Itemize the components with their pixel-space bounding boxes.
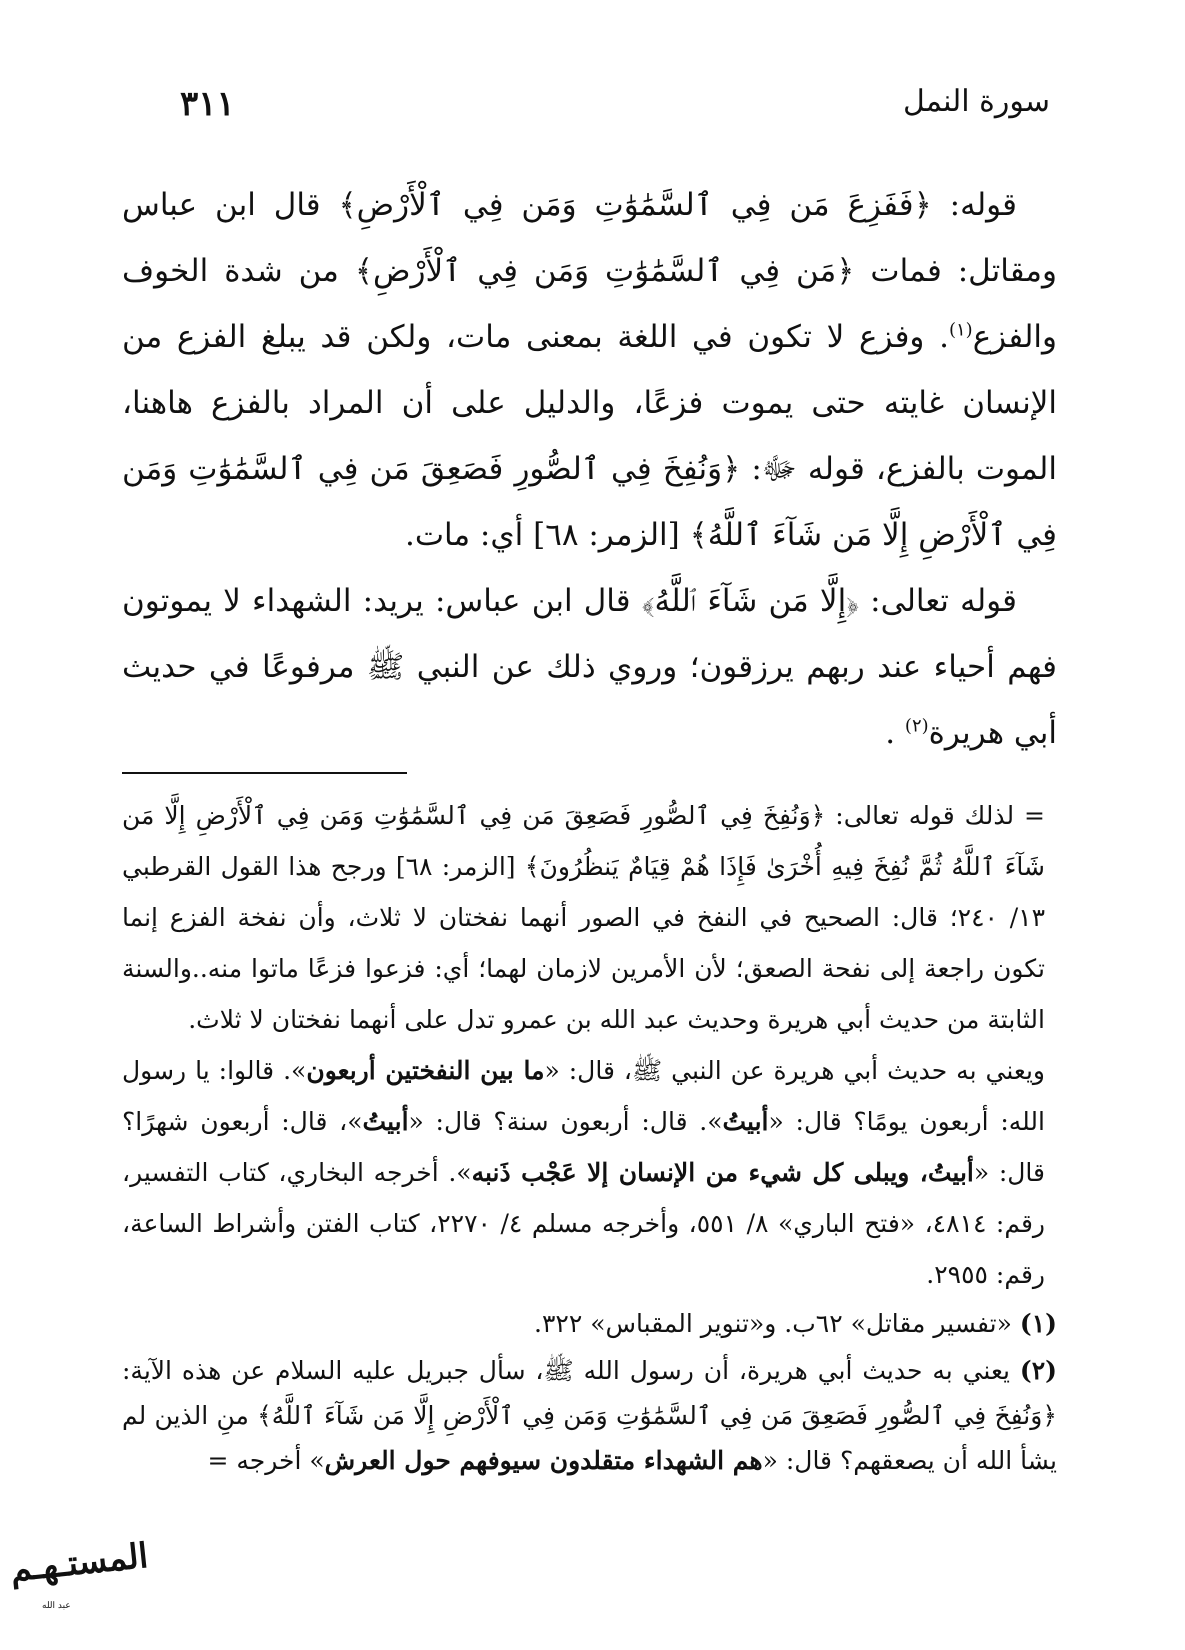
paragraph-2 [122, 568, 1057, 766]
footnote-number: (٢) [1019, 1356, 1057, 1385]
page-number: ٣١١ [180, 84, 235, 124]
watermark-text: المستـهـم [8, 1535, 150, 1591]
text-run: [الزمر: ٦٨] أي: مات. [404, 517, 690, 553]
footnote-text: يعني به حديث أبي هريرة، أن رسول الله ﷺ، سأل جبريل عليه السلام عن هذه الآية: [122, 1356, 1020, 1385]
watermark-logo [2, 1535, 150, 1645]
footnote-continuation-1 [122, 790, 1057, 1045]
footnote-ref: (٢) [904, 715, 929, 737]
footnote-separator [122, 772, 407, 774]
text-run: . [885, 715, 905, 751]
hadith-text: أبيتُ [362, 1107, 409, 1136]
text-run: ». قالوا: يا رسول الله: أربعون يومًا؟ قال: « [122, 1056, 1046, 1136]
quran-verse: ﴿وَنُفِخَ فِي ٱلصُّورِ فَصَعِقَ مَن فِي ٱلسَّمَٰوَٰتِ وَمَن فِي ٱلْأَرْضِ إِلَّا مَن شَآءَ ٱللَّهُ﴾ [257, 1401, 1057, 1430]
quran-verse: ﴿وَنُفِخَ فِي ٱلصُّورِ فَصَعِقَ مَن فِي ٱلسَّمَٰوَٰتِ وَمَن فِي ٱلْأَرْضِ إِلَّا مَن شَآءَ ٱللَّهُ﴾ [122, 451, 1057, 553]
text-run: »، قال: أربعون شهرًا؟ قال: « [122, 1107, 1045, 1187]
footnote-ref: (١) [948, 319, 973, 341]
main-text [122, 172, 1057, 766]
text-run: [الزمر: ٦٨] ورجح هذا القول القرطبي ١٣/ ٢٤٠؛ قال: الصحيح في النفخ في الصور أنهما نفختان لا ثلاث، وأن نفخة الفزع إنما تكون راجعة إلى نفحة الصعق؛ لأن الأمرين لازمان لهما؛ أي: فزعوا فزعًا ماتوا منه..والسنة الثابتة من حديث أبي هريرة وحديث عبد الله بن عمرو تدل على أنهما نفختان لا ثلاث. [122, 852, 1045, 1034]
footnote-1 [122, 1300, 1057, 1348]
hadith-text: هم الشهداء متقلدون سيوفهم حول العرش [324, 1446, 763, 1475]
footnote-continuation-2 [122, 1045, 1057, 1300]
footnote-number: (١) [1019, 1309, 1057, 1338]
text-run: قوله تعالى: [858, 583, 1018, 619]
text-run: ». أخرجه البخاري، كتاب التفسير، رقم: ٤٨١٤، «فتح الباري» ٨/ ٥٥١، وأخرجه مسلم ٤/ ٢٢٧٠، كتاب الفتن وأشراط الساعة، رقم: ٢٩٥٥. [122, 1158, 1045, 1289]
footnote-2 [122, 1348, 1057, 1483]
text-run: ويعني به حديث أبي هريرة عن النبي ﷺ، قال: « [544, 1056, 1045, 1085]
page-header [120, 84, 1050, 134]
text-run: . وفزع لا تكون في اللغة بمعنى مات، ولكن قد يبلغ الفزع من الإنسان غايته حتى يموت فزعًا، والدليل على أن المراد بالفزع هاهنا، الموت بالفزع، قوله ﷻ: [122, 319, 1057, 487]
quran-verse: ﴿إِلَّا مَن شَآءَ ٱللَّهُ﴾ [641, 583, 859, 619]
footnote-text: منِ الذين لم يشأ الله أن يصعقهم؟ قال: « [122, 1401, 1057, 1475]
text-run: قال ابن عباس ومقاتل: فمات [122, 187, 1057, 289]
quran-verse: ﴿وَنُفِخَ فِي ٱلصُّورِ فَصَعِقَ مَن فِي ٱلسَّمَٰوَٰتِ وَمَن فِي ٱلْأَرْضِ إِلَّا مَن شَآءَ ٱللَّهُ ثُمَّ نُفِخَ فِيهِ أُخْرَىٰ فَإِذَا هُمْ قِيَامٌ يَنظُرُونَ﴾ [122, 801, 1045, 881]
text-run: = لذلك قوله تعالى: [825, 801, 1046, 830]
text-run: ». قال: أربعون سنة؟ قال: « [408, 1107, 723, 1136]
text-run: من شدة الخوف والفزع [122, 253, 1057, 355]
quran-verse: ﴿مَن فِي ٱلسَّمَٰوَٰتِ وَمَن فِي ٱلْأَرْضِ﴾ [354, 253, 855, 289]
surah-title: سورة النمل [903, 84, 1050, 119]
footnotes [122, 790, 1057, 1483]
quran-verse: ﴿فَفَزِعَ مَن فِي ٱلسَّمَٰوَٰتِ وَمَن فِي ٱلْأَرْضِ﴾ [338, 187, 932, 223]
text-run: قوله: [931, 187, 1018, 223]
text-run: قال ابن عباس: يريد: الشهداء لا يموتون فهم أحياء عند ربهم يرزقون؛ وروي ذلك عن النبي ﷺ مرفوعًا في حديث أبي هريرة [122, 583, 1057, 751]
footnote-text: «تفسير مقاتل» ٦٢ب. و«تنوير المقباس» ٣٢٢. [534, 1309, 1020, 1338]
hadith-text: أبيتُ [722, 1107, 769, 1136]
watermark-subtext: عبد الله [42, 1601, 71, 1611]
hadith-text: ما بين النفختين أربعون [306, 1056, 545, 1085]
paragraph-1 [122, 172, 1057, 568]
footnote-text: » أخرجه = [207, 1446, 325, 1475]
hadith-text: أبيتُ، ويبلى كل شيء من الإنسان إلا عَجْب ذَنبه [471, 1158, 974, 1187]
